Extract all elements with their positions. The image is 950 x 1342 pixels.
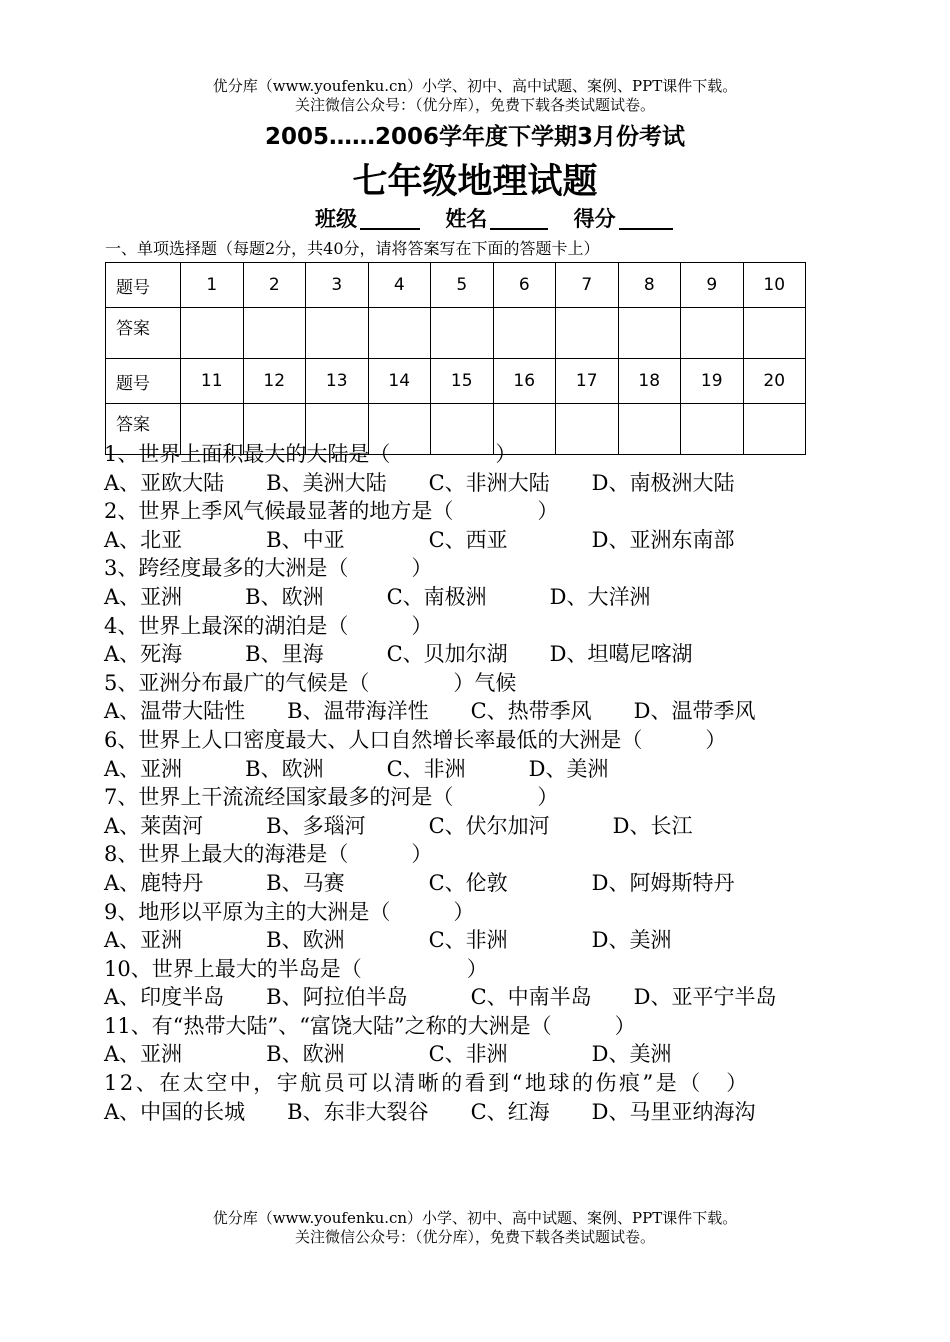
name-label: 姓名 [445, 207, 488, 231]
student-info [315, 203, 691, 233]
question-number: 4 [368, 263, 431, 308]
class-field[interactable] [315, 203, 420, 233]
page-footer [0, 1209, 950, 1247]
answer-cell[interactable] [243, 308, 306, 359]
question-options: A、莱茵河 B、多瑙河 C、伏尔加河 D、长江 [104, 813, 693, 838]
answer-cell[interactable] [431, 308, 494, 359]
question-number: 10 [743, 263, 806, 308]
header-line-1: 优分库（www.youfenku.cn）小学、初中、高中试题、案例、PPT课件下载。 [212, 77, 738, 95]
question-text: 8、世界上最大的海港是（ ） [104, 842, 433, 867]
question-number: 7 [556, 263, 619, 308]
question-number: 5 [431, 263, 494, 308]
question-number: 17 [556, 359, 619, 404]
question-number: 16 [493, 359, 556, 404]
score-field[interactable] [574, 203, 673, 233]
question-number: 13 [306, 359, 369, 404]
class-blank[interactable] [360, 208, 420, 230]
name-field[interactable] [445, 203, 548, 233]
question-options: A、死海 B、里海 C、贝加尔湖 D、坦噶尼喀湖 [104, 642, 693, 667]
question-options: A、印度半岛 B、阿拉伯半岛 C、中南半岛 D、亚平宁半岛 [104, 985, 777, 1010]
question-text: 10、世界上最大的半岛是（ ） [104, 956, 488, 981]
answer-cell[interactable] [681, 308, 744, 359]
question-number: 18 [618, 359, 681, 404]
question-number: 12 [243, 359, 306, 404]
question-options: A、温带大陆性 B、温带海洋性 C、热带季风 D、温带季风 [104, 699, 756, 724]
question-list [104, 440, 849, 1126]
question-options: A、亚洲 B、欧洲 C、非洲 D、美洲 [104, 928, 672, 953]
question-options: A、中国的长城 B、东非大裂谷 C、红海 D、马里亚纳海沟 [104, 1099, 756, 1124]
question-text: 3、跨经度最多的大洲是（ ） [104, 556, 433, 581]
answer-cell[interactable] [368, 308, 431, 359]
question-text: 2、世界上季风气候最显著的地方是（ ） [104, 499, 559, 524]
question-number: 20 [743, 359, 806, 404]
answer-label: 答案 [106, 308, 181, 359]
question-options: A、亚洲 B、欧洲 C、非洲 D、美洲 [104, 1042, 672, 1067]
question-options: A、鹿特丹 B、马赛 C、伦敦 D、阿姆斯特丹 [104, 870, 735, 895]
section-heading: 一、单项选择题（每题2分，共40分，请将答案写在下面的答题卡上） [105, 239, 600, 258]
number-label: 题号 [106, 263, 181, 308]
footer-line-2: 关注微信公众号：（优分库），免费下载各类试题试卷。 [294, 1228, 655, 1246]
answer-row [106, 308, 806, 359]
number-row [106, 359, 806, 404]
question-number: 15 [431, 359, 494, 404]
number-row [106, 263, 806, 308]
question-number: 1 [181, 263, 244, 308]
question-text: 7、世界上干流流经国家最多的河是（ ） [104, 785, 559, 810]
score-label: 得分 [573, 207, 616, 231]
answer-cell[interactable] [493, 308, 556, 359]
question-options: A、亚欧大陆 B、美洲大陆 C、非洲大陆 D、南极洲大陆 [104, 470, 735, 495]
answer-label: 答案 [106, 404, 181, 455]
answer-cell[interactable] [306, 308, 369, 359]
exam-title: 2005……2006学年度下学期3月份考试 [264, 124, 686, 150]
answer-cell[interactable] [181, 308, 244, 359]
score-blank[interactable] [619, 208, 673, 230]
page-header [0, 77, 950, 115]
footer-line-1: 优分库（www.youfenku.cn）小学、初中、高中试题、案例、PPT课件下载。 [212, 1209, 738, 1227]
question-number: 11 [181, 359, 244, 404]
answer-cell[interactable] [618, 308, 681, 359]
question-number: 14 [368, 359, 431, 404]
question-number: 3 [306, 263, 369, 308]
question-text: 4、世界上最深的湖泊是（ ） [104, 613, 433, 638]
question-options: A、亚洲 B、欧洲 C、南极洲 D、大洋洲 [104, 584, 651, 609]
subject-title: 七年级地理试题 [352, 162, 598, 202]
question-number: 8 [618, 263, 681, 308]
question-text: 9、地形以平原为主的大洲是（ ） [104, 899, 475, 924]
class-label: 班级 [315, 207, 357, 231]
question-text: 11、有“热带大陆”、“富饶大陆”之称的大洲是（ ） [104, 1013, 636, 1038]
question-number: 6 [493, 263, 556, 308]
number-label: 题号 [106, 359, 181, 404]
question-text: 6、世界上人口密度最大、人口自然增长率最低的大洲是（ ） [104, 727, 727, 752]
question-text: 1、世界上面积最大的大陆是（ ） [104, 442, 517, 466]
question-text: 5、亚洲分布最广的气候是（ ）气候 [104, 670, 517, 695]
question-options: A、北亚 B、中亚 C、西亚 D、亚洲东南部 [104, 527, 735, 552]
question-number: 2 [243, 263, 306, 308]
answer-card [105, 262, 806, 455]
question-number: 9 [681, 263, 744, 308]
name-blank[interactable] [490, 208, 548, 230]
answer-cell[interactable] [556, 308, 619, 359]
question-text: 12、在太空中，宇航员可以清晰的看到“地球的伤痕”是（ ） [104, 1071, 750, 1096]
header-line-2: 关注微信公众号：（优分库），免费下载各类试题试卷。 [294, 96, 655, 114]
answer-cell[interactable] [743, 308, 806, 359]
question-number: 19 [681, 359, 744, 404]
question-options: A、亚洲 B、欧洲 C、非洲 D、美洲 [104, 756, 609, 781]
